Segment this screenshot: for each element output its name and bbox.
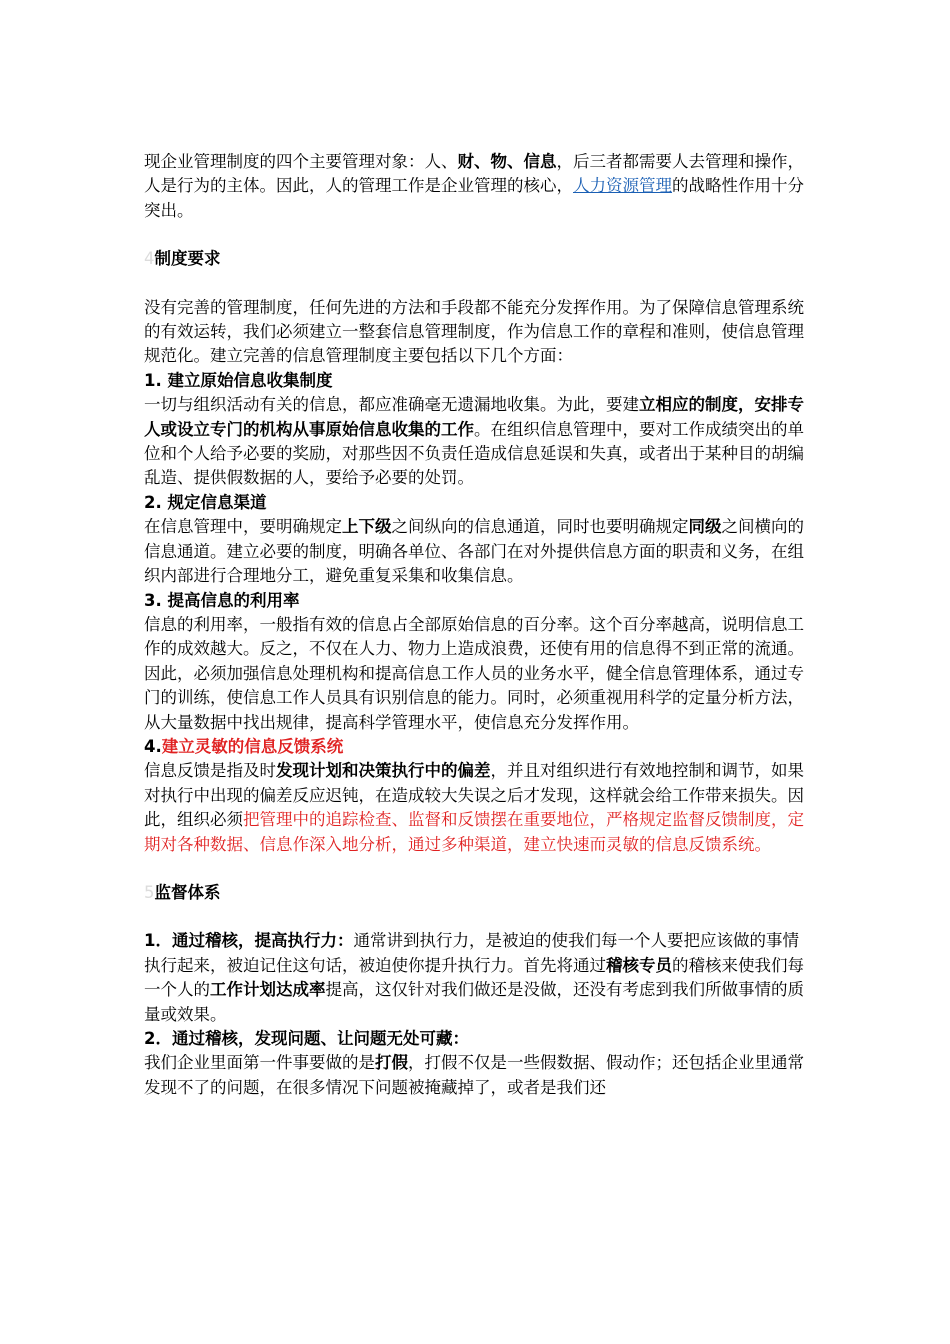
item-body-3: 信息的利用率，一般指有效的信息占全部原始信息的百分率。这个百分率越高，说明信息工作的成效越大。反之，不仅在人力、物力上造成浪费，还使有用的信息得不到正常的流通。因此，必须加强信息处理机构和提高信息工作人员的业务水平，健全信息管理体系，通过专门的训练，使信息工作人员具有识别信息的能力。同时，必须重视用科学的定量分析方法，从大量数据中找出规律，提高科学管理水平，使信息充分发挥作用。: [144, 614, 804, 732]
bold-text: 上下级: [342, 517, 392, 537]
item-heading-3: 3. 提高信息的利用率: [144, 590, 300, 610]
bold-lead: 1．通过稽核，提高执行力：: [144, 931, 354, 951]
bold-text: 立相应的制度，安排专人或设立专门的机构从事原始信息收集的工作: [144, 395, 804, 439]
bold-text: 打假: [375, 1053, 408, 1073]
text: 在信息管理中，要明确规定: [144, 517, 342, 537]
hr-management-link[interactable]: 人力资源管理: [573, 176, 672, 196]
text: 提高，这仅针对我们做还是没做，还没有考虑到我们所做事情的质量或效果。: [144, 980, 804, 1024]
bold-text: 工作计划达成率: [210, 980, 326, 1000]
spacer: [144, 857, 804, 881]
supervision-paragraph-2: [144, 1051, 804, 1100]
section-title: 监督体系: [154, 882, 221, 902]
red-heading-text: 建立灵敏的信息反馈系统: [161, 736, 344, 756]
text: 。在组织信息管理中，要对工作成绩突出的单位和个人给予必要的奖励，对那些因不负责任造成信息延误和失真，或者出于某种目的胡编乱造、提供假数据的人，要给予必要的处罚。: [144, 419, 804, 488]
section-heading-4: [144, 247, 804, 271]
paragraph-management-objects: [144, 150, 804, 223]
section-number: 4: [144, 249, 155, 269]
text: 信息反馈是指及时: [144, 761, 276, 781]
item-heading-1: 1. 建立原始信息收集制度: [144, 370, 333, 390]
item-heading-2: 2. 规定信息渠道: [144, 492, 267, 512]
item-heading-4: [144, 735, 804, 759]
document-page: [144, 150, 804, 1100]
text: 一切与组织活动有关的信息，都应准确毫无遗漏地收集。为此，要建: [144, 395, 639, 415]
item-number: 4.: [144, 736, 162, 756]
text: 之间纵向的信息通道，同时也要明确规定: [391, 517, 689, 537]
intro-paragraph: 没有完善的管理制度，任何先进的方法和手段都不能充分发挥作用。为了保障信息管理系统的有效运转，我们必须建立一整套信息管理制度，作为信息工作的章程和准则，使信息管理规范化。建立完善的信息管理制度主要包括以下几个方面：: [144, 297, 804, 366]
text: 之间横向的信息通道。建立必要的制度，明确各单位、各部门在对外提供信息方面的职责和义务，在组织内部进行合理地分工，避免重复采集和收集信息。: [144, 517, 804, 586]
item-body-2: [144, 515, 804, 588]
supervision-paragraph-1: [144, 929, 804, 1027]
text: 现企业管理制度的四个主要管理对象：人、: [144, 152, 458, 171]
item-body-4: [144, 759, 804, 857]
bold-text: 同级: [688, 517, 722, 537]
spacer: [144, 905, 804, 929]
bold-text: 财、物、信息: [457, 152, 557, 171]
red-text: 把管理中的追踪检查、监督和反馈摆在重要地位，严格规定监督反馈制度，定期对各种数据、信息作深入地分析，通过多种渠道，建立快速而灵敏的信息反馈系统。: [144, 810, 804, 854]
text: ，打假不仅是一些假数据、假动作；还包括企业里通常发现不了的问题，在很多情况下问题被掩藏掉了，或者是我们还: [144, 1053, 804, 1097]
section-number: 5: [144, 882, 155, 902]
text: 我们企业里面第一件事要做的是: [144, 1053, 375, 1073]
text: ，并且对组织进行有效地控制和调节，如果对执行中出现的偏差反应迟钝，在造成较大失误之后才发现，这样就会给工作带来损失。因此，组织必须: [144, 761, 804, 830]
text: ，后三者都需要人去管理和操作，人是行为的主体。因此，人的管理工作是企业管理的核心，: [144, 152, 804, 196]
text: 的稽核来使我们每一个人的: [144, 955, 804, 1000]
text: 通常讲到执行力，是被迫的使我们每一个人要把应该做的事情执行起来，被迫记住这句话，被迫使你提升执行力。首先将通过: [144, 931, 799, 975]
item-body-1: [144, 393, 804, 491]
bold-text: 发现计划和决策执行中的偏差: [276, 761, 491, 781]
section-heading-5: [144, 881, 804, 905]
spacer: [144, 272, 804, 296]
supervision-heading-2: 2．通过稽核，发现问题、让问题无处可藏：: [144, 1029, 469, 1048]
text: 的战略性作用十分突出。: [144, 176, 804, 220]
bold-text: 稽核专员: [606, 955, 672, 975]
spacer: [144, 223, 804, 247]
section-title: 制度要求: [154, 249, 221, 269]
